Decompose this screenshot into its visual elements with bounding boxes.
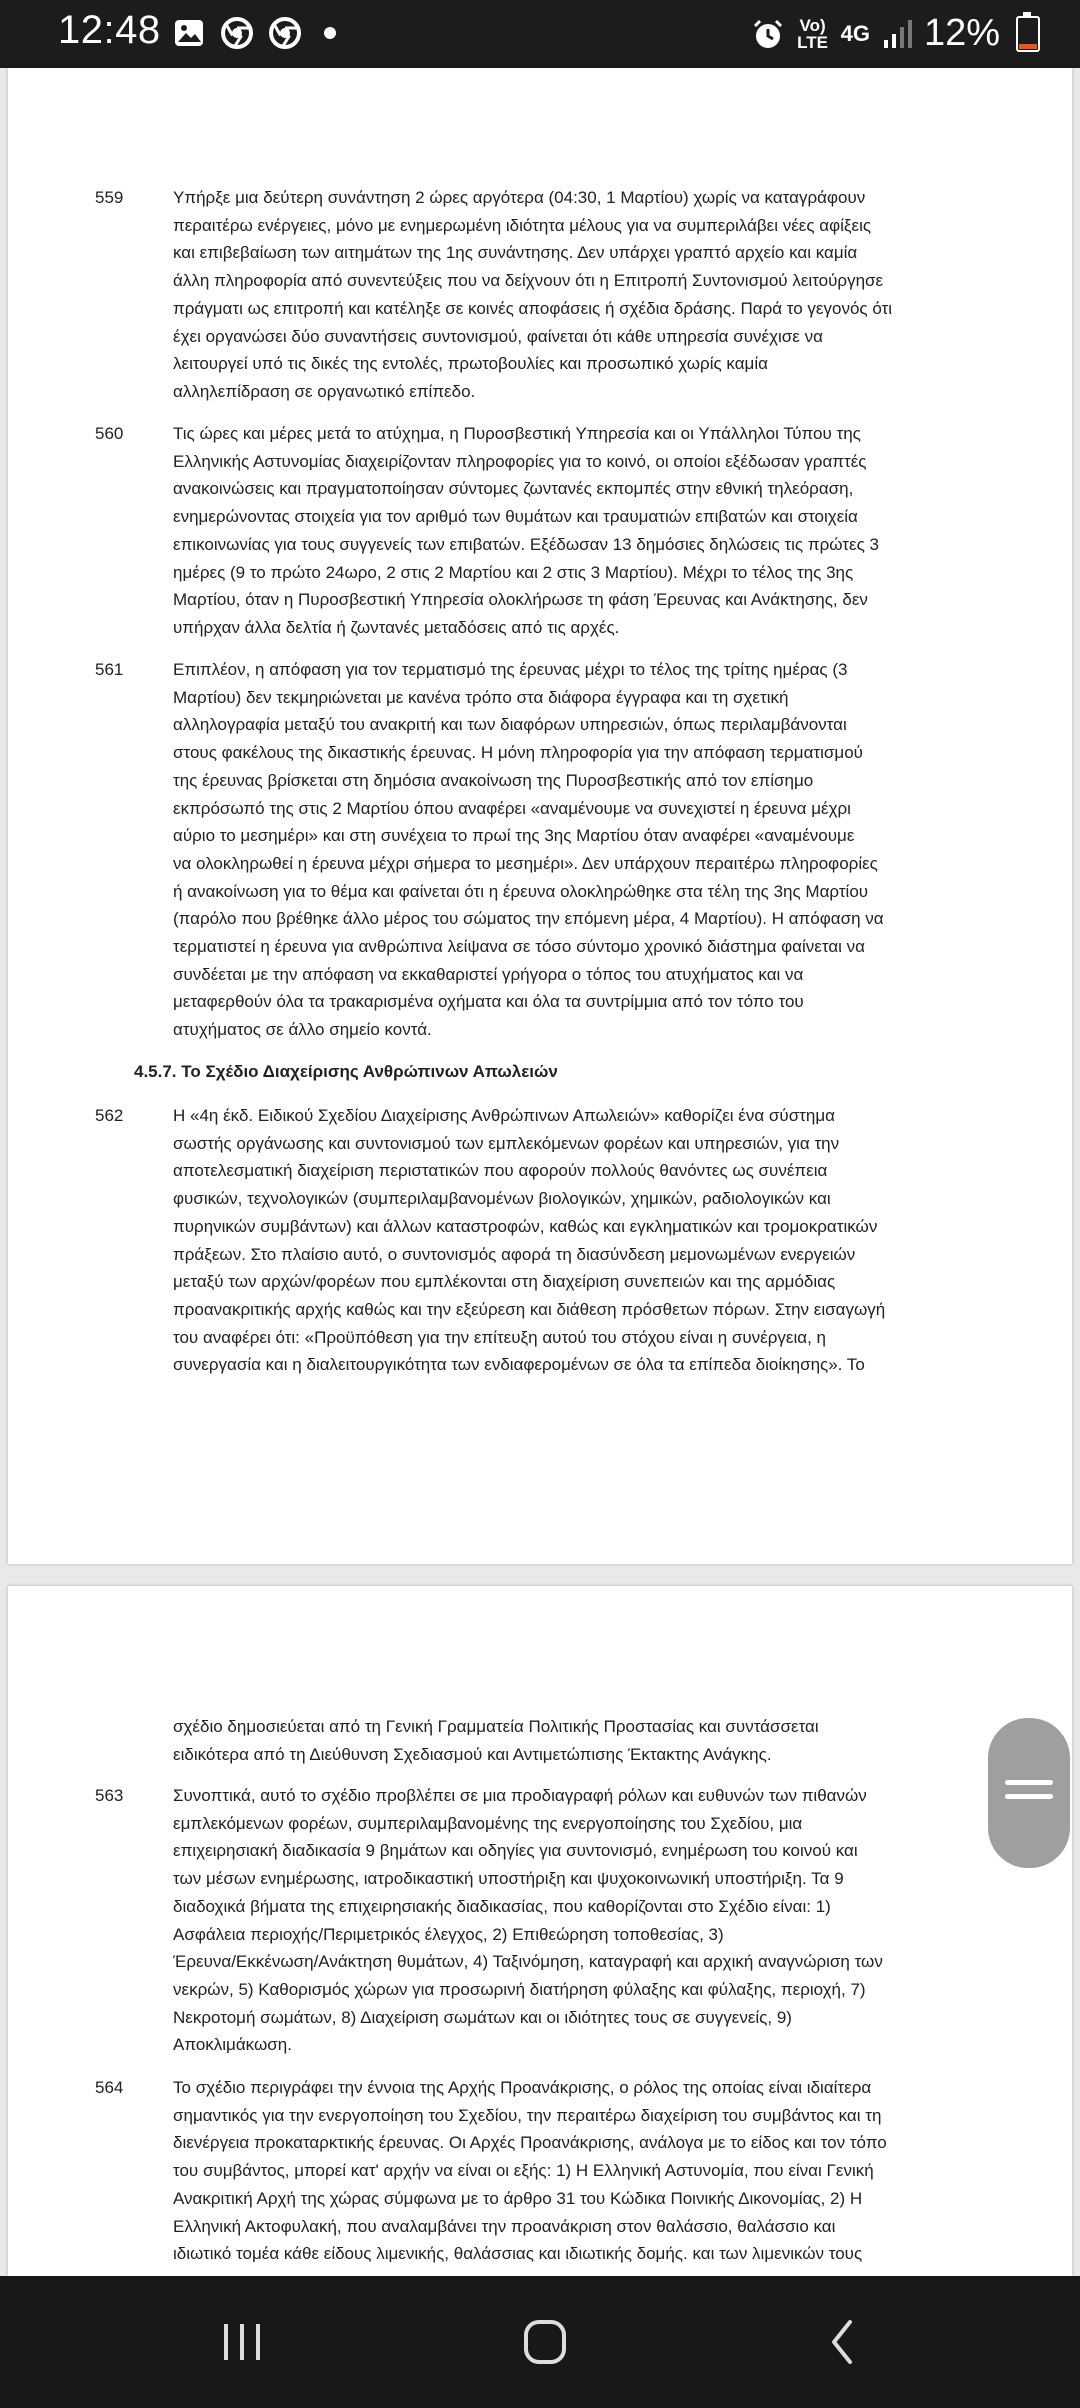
text-line: Η «4η έκδ. Ειδικού Σχεδίου Διαχείρισης Ανθρώπινων Απωλειών» καθορίζει ένα σύστημα [173, 1106, 835, 1125]
text-line: μεταξύ των αρχών/φορέων που εμπλέκονται στη διαχείριση συνεπειών και της αρμόδιας [173, 1272, 836, 1292]
text-line: Νεκροτομή σωμάτων, 8) Διαχείριση σωμάτων και οι ιδιότητες τους σε συγγενείς, 9) [173, 2007, 792, 2027]
paragraph-number: 564 [95, 2078, 124, 2097]
status-bar [0, 0, 1080, 68]
alarm-icon [751, 17, 785, 51]
paragraph-text [95, 1102, 954, 1379]
paragraph-562-continuation [134, 1713, 954, 1768]
battery-icon [1016, 16, 1040, 52]
paragraph-text [95, 420, 954, 642]
text-line: προανακριτικής αρχής καθώς και την εξεύρεση και διάθεση πρόσθετων πόρων. Στην εισαγωγή [173, 1299, 886, 1319]
text-line: έχει οργανώσει δύο συναντήσεις συντονισμού, φαίνεται ότι κάθε υπηρεσία συνέχισε να [173, 326, 823, 346]
text-line: εμπλεκόμενων φορέων, συμπεριλαμβανομένης της ενεργοποίησης του Σχεδίου, μια [173, 1813, 803, 1833]
text-line: σημαντικός για την ενεργοποίηση του Σχεδίου, την περαιτέρω διαχείριση του συμβάντος και τη [173, 2105, 882, 2125]
text-line: διενέργεια προκαταρκτικής έρευνας. Οι Αρχές Προανάκρισης, ανάλογα με το είδος και τον τόπο [173, 2133, 887, 2153]
text-line: ή ανακοίνωση για το θέμα και φαίνεται ότι η έρευνα ολοκληρώθηκε στα τέλη της 3ης Μαρτίου [173, 881, 869, 901]
paragraph-text [95, 1782, 954, 2059]
paragraph-text [134, 1713, 954, 1768]
text-line: των μέσων ενημέρωσης, ιατροδικαστική υποστήριξη και ψυχοκοινωνική υποστήριξη. Τα 9 [173, 1869, 844, 1889]
paragraph-560 [95, 420, 954, 642]
paragraph-number: 559 [95, 188, 124, 207]
text-line: Το σχέδιο περιγράφει την έννοια της Αρχής Προανάκρισης, ο ρόλος της οποίας είναι ιδιαίτερα [173, 2078, 872, 2097]
text-line: αποτελεσματική διαχείριση περιστατικών που αφορούν πολλούς θανόντες ως συνέπεια [173, 1161, 828, 1181]
text-line: πράγματι ως επιτροπή και κατέληξε σε κοινές αποφάσεις ή σχέδια δράσης. Παρά το γεγονός ότι [173, 298, 893, 318]
paragraph-number: 563 [95, 1786, 124, 1805]
text-line: ειδικότερα από τη Διεύθυνση Σχεδιασμού και Αντιμετώπισης Έκτακτης Ανάγκης. [173, 1744, 772, 1764]
text-line: του αναφέρει ότι: «Προϋπόθεση για την επίτευξη αυτού του στόχου είναι η συνέργεια, η [173, 1327, 826, 1347]
paragraph-number: 560 [95, 424, 124, 443]
text-line: της έρευνας βρίσκεται στη δημόσια ανακοίνωση της Πυροσβεστικής από τον επίσημο [173, 770, 814, 790]
chrome-icon [268, 16, 302, 50]
paragraph-559 [95, 184, 954, 406]
paragraph-number: 561 [95, 660, 124, 679]
document-page-2 [8, 1586, 1072, 2276]
text-line: του συμβάντος, μπορεί κατ' αρχήν να είναι οι εξής: 1) Η Ελληνική Αστυνομία, που είναι Γενική [173, 2161, 874, 2181]
text-line: επιχειρησιακή διαδικασία 9 βημάτων και οδηγίες για συντονισμό, ενημέρωση του κοινού και [173, 1841, 858, 1861]
paragraph-text [95, 184, 954, 406]
text-line: ιδιωτικό τομέα κάθε είδους λιμενικής, θαλάσσιας και ιδιωτικής δομής. και των λιμενικών τους [173, 2244, 863, 2264]
text-line: συνεργασία και η διαλειτουργικότητα των ενδιαφερομένων σε όλα τα επίπεδα διοίκησης». Το [173, 1355, 865, 1375]
text-line: Ανακριτική Αρχή της χώρας σύμφωνα με το άρθρο 31 του Κώδικα Ποινικής Δικονομίας, 2) Η [173, 2188, 863, 2208]
home-icon[interactable] [504, 2310, 584, 2374]
text-line: και επιβεβαίωση των αιτημάτων της 1ης συνάντησης. Δεν υπάρχει γραπτό αρχείο και καμία [173, 243, 858, 263]
network-4g: 4G [840, 21, 870, 46]
text-line: Τις ώρες και μέρες μετά το ατύχημα, η Πυροσβεστική Υπηρεσία και οι Υπάλληλοι Τύπου της [173, 424, 861, 443]
text-line: Ελληνικής Αστυνομίας διαχειρίζονταν πληροφορίες για το κοινό, οι οποίοι εξέδωσαν γραπτές [173, 451, 867, 471]
text-line: να ολοκληρωθεί η έρευνα μέχρι σήμερα το μεσημέρι». Δεν υπάρχουν περαιτέρω πληροφορίες [173, 853, 878, 873]
text-line: λειτουργεί υπό τις δικές της εντολές, πρωτοβουλίες και προσωπικό χωρίς καμία [173, 354, 768, 374]
paragraph-563 [95, 1782, 954, 2059]
notification-icons [172, 16, 336, 50]
text-line: πράξεων. Στο πλαίσιο αυτό, ο συντονισμός αφορά τη διασύνδεση μεμονωμένων ενεργειών [173, 1244, 856, 1264]
text-line: περαιτέρω ενέργειες, μόνο με ενημερωμένη ιδιότητα μέλους για να συμπεριλάβει νέες αφίξεις [173, 215, 872, 235]
paragraph-562 [95, 1102, 954, 1379]
text-line: νεκρών, 5) Καθορισμός χώρων για προσωρινή διατήρηση φύλαξης και φύλαξης, περιοχή, 7) [173, 1979, 866, 1999]
paragraph-561 [95, 656, 954, 1044]
text-line: ενημερώνοντας στοιχεία για τον αριθμό των θυμάτων και τραυματιών επιβατών και στοιχεία [173, 507, 858, 527]
fast-scroll-handle[interactable] [988, 1718, 1070, 1868]
text-line: εκπρόσωπό της στις 2 Μαρτίου όπου αναφέρει «αναμένουμε να συνεχιστεί η έρευνα μέχρι [173, 798, 851, 818]
text-line: αύριο το μεσημέρι» και στη συνέχεια το πρωί της 3ης Μαρτίου όταν αναφέρει «αναμένουμε [173, 826, 855, 846]
paragraph-text [95, 2074, 954, 2268]
text-line: ανακοινώσεις και πραγματοποίησαν σύντομες ζωντανές εκπομπές στην εθνική τηλεόραση, [173, 479, 854, 499]
network-lte: Vo) LTE [797, 15, 828, 52]
text-line: πυρηνικών συμβάντων) και άλλων καταστροφών, καθώς και εγκληματικών και τρομοκρατικών [173, 1216, 878, 1236]
chrome-icon [220, 16, 254, 50]
dot-icon [324, 27, 336, 39]
paragraph-number: 562 [95, 1106, 124, 1125]
text-line: συνδέεται με την απόφαση να εκκαθαριστεί γρήγορα ο τόπος του ατυχήματος και να [173, 964, 804, 984]
back-icon[interactable] [806, 2310, 886, 2374]
text-line: αλληλογραφία μεταξύ του ανακριτή και των διαφόρων υπηρεσιών, όπως περιλαμβάνονται [173, 715, 847, 735]
text-line: ατυχήματος σε άλλο σημείο κοντά. [173, 1020, 432, 1040]
navigation-bar [0, 2276, 1080, 2408]
text-line: (παρόλο που βρέθηκε άλλο μέρος του σώματος την επόμενη μέρα, 4 Μαρτίου). Η απόφαση να [173, 909, 884, 929]
text-line: φυσικών, τεχνολογικών (συμπεριλαμβανομένων βιολογικών, χημικών, ραδιολογικών και [173, 1189, 831, 1209]
text-line: Ασφάλεια περιοχής/Περιμετρικός έλεγχος, 2) Επιθεώρηση τοποθεσίας, 3) [173, 1924, 724, 1944]
text-line: Ελληνική Ακτοφυλακή, που αναλαμβάνει την προανάκριση στον θαλάσσιο, θαλάσσιο και [173, 2216, 836, 2236]
text-line: Υπήρξε μια δεύτερη συνάντηση 2 ώρες αργότερα (04:30, 1 Μαρτίου) χωρίς να καταγράφουν [173, 188, 866, 207]
battery-percent: 12% [923, 12, 1000, 54]
text-line: Μαρτίου, όταν η Πυροσβεστική Υπηρεσία ολοκλήρωσε τη φάση Έρευνας και Ανάκτησης, δεν [173, 590, 868, 610]
system-icons [751, 12, 1040, 55]
text-line: διαδοχικά βήματα της επιχειρησιακής διαδικασίας, που καθορίζονται στο Σχέδιο είναι: 1) [173, 1896, 831, 1916]
text-line: Έρευνα/Εκκένωση/Ανάκτηση θυμάτων, 4) Ταξινόμηση, καταγραφή και αρχική αναγνώριση των [173, 1952, 883, 1972]
drag-handle-icon [1005, 1780, 1053, 1785]
text-line: Μαρτίου) δεν τεκμηριώνεται με κανένα τρόπο στα διάφορα έγγραφα και τη σχετική [173, 687, 789, 707]
text-line: μεταφερθούν όλα τα τρακαρισμένα οχήματα και όλα τα συντρίμμια από τον τόπο του [173, 992, 804, 1012]
paragraph-text [95, 656, 954, 1044]
text-line: σωστής οργάνωσης και συντονισμού των εμπλεκόμενων φορέων και υπηρεσιών, για την [173, 1133, 840, 1153]
image-icon [172, 16, 206, 50]
text-line: Επιπλέον, η απόφαση για τον τερματισμό της έρευνας μέχρι το τέλος της τρίτης ημέρας (3 [173, 660, 848, 679]
text-line: άλλη πληροφορία από συνεντεύξεις που να δείχνουν ότι η Επιτροπή Συντονισμού λειτούργησε [173, 271, 884, 291]
status-time: 12:48 [58, 8, 161, 52]
text-line: τερματιστεί η έρευνα για ανθρώπινα λείψανα σε τόσο σύντομο χρονικό διάστημα φαίνεται να [173, 937, 865, 957]
text-line: σχέδιο δημοσιεύεται από τη Γενική Γραμματεία Πολιτικής Προστασίας και συντάσσεται [173, 1717, 819, 1736]
recent-apps-icon[interactable] [202, 2310, 282, 2374]
text-line: ημέρες (9 το πρώτο 24ωρο, 2 στις 2 Μαρτίου και 2 στις 3 Μαρτίου). Μέχρι το τέλος της 3ης [173, 562, 854, 582]
document-page-1 [8, 68, 1072, 1564]
text-line: αλληλεπίδραση σε οργανωτικό επίπεδο. [173, 381, 476, 401]
signal-icon [882, 18, 912, 50]
text-line: Συνοπτικά, αυτό το σχέδιο προβλέπει σε μια προδιαγραφή ρόλων και ευθυνών των πιθανών [173, 1786, 867, 1805]
text-line: Αποκλιμάκωση. [173, 2035, 292, 2055]
section-heading: 4.5.7. Το Σχέδιο Διαχείρισης Ανθρώπινων Απωλειών [134, 1062, 558, 1081]
text-line: επικοινωνίας για τους συγγενείς των επιβατών. Εξέδωσαν 13 δημόσιες δηλώσεις τις πρώτες 3 [173, 534, 879, 554]
text-line: υπήρχαν άλλα δελτία ή ζωντανές μεταδόσεις από τις αρχές. [173, 617, 620, 637]
text-line: στους φακέλους της δικαστικής έρευνας. Η μόνη πληροφορία για την απόφαση τερματισμού [173, 743, 863, 763]
paragraph-564 [95, 2074, 954, 2268]
